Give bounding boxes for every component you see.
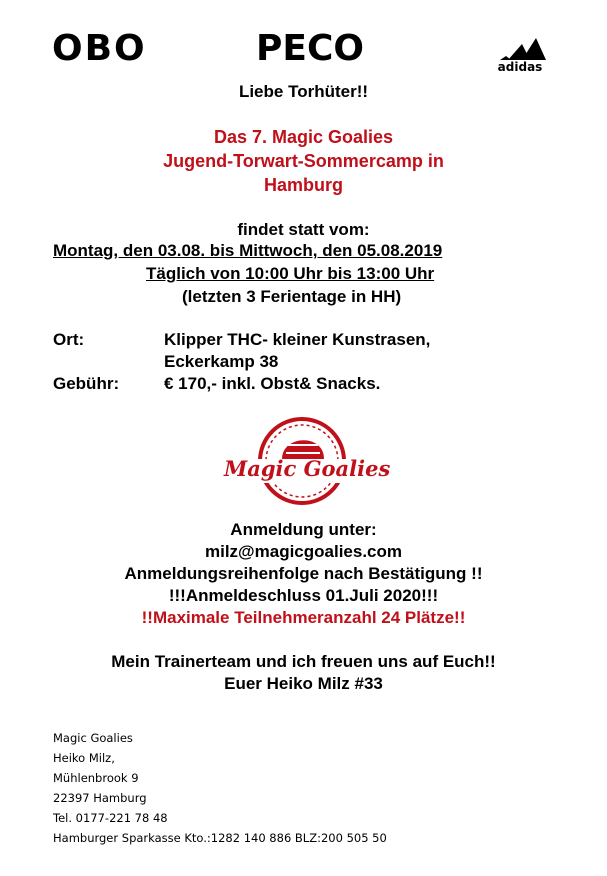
fee-label: Gebühr: [53,374,120,393]
footer-line: Tel. 0177-221 78 48 [53,811,168,825]
ort-value-line-1: Klipper THC- kleiner Kunstrasen, [164,330,431,349]
greeting: Liebe Torhüter!! [238,82,369,101]
adidas-wordmark: adidas [497,60,543,74]
registration-email[interactable]: milz@magicgoalies.com [204,542,403,561]
obo-logo: OBO [52,28,147,69]
adidas-logo [492,34,548,74]
schedule-times: Täglich von 10:00 Uhr bis 13:00 Uhr [146,264,435,283]
ort-value-line-2: Eckerkamp 38 [164,352,279,371]
schedule-dates: Montag, den 03.08. bis Mittwoch, den 05.08.2019 [53,241,443,260]
fee-value: € 170,- inkl. Obst& Snacks. [164,374,381,393]
footer-line: Mühlenbrook 9 [53,771,139,785]
magic-goalies-wordmark: Magic Goalies [224,456,391,481]
footer-line: Heiko Milz, [53,751,115,765]
magic-goalies-logo [220,415,390,510]
title-line-3: Hamburg [263,175,343,195]
schedule-intro: findet statt vom: [237,220,370,239]
title-line-1: Das 7. Magic Goalies [213,127,394,147]
closing-line-1: Mein Trainerteam und ich freuen uns auf Euch!! [111,652,496,671]
registration-max-participants: !!Maximale Teilnehmeranzahl 24 Plätze!! [141,608,466,627]
title-line-2: Jugend-Torwart-Sommercamp in [163,151,444,171]
footer-line: 22397 Hamburg [53,791,147,805]
schedule-note: (letzten 3 Ferientage in HH) [182,287,402,306]
registration-order-note: Anmeldungsreihenfolge nach Bestätigung !! [124,564,483,583]
footer-line: Hamburger Sparkasse Kto.:1282 140 886 BLZ:200 505 50 [53,831,387,845]
footer-address [53,728,387,848]
footer-line: Magic Goalies [53,731,133,745]
registration-heading: Anmeldung unter: [230,520,377,539]
adidas-stripes-icon [492,34,548,62]
closing-signature: Euer Heiko Milz #33 [224,674,383,693]
ort-label: Ort: [53,330,85,349]
peco-logo: PECO [256,28,364,69]
registration-deadline: !!!Anmeldeschluss 01.Juli 2020!!! [168,586,439,605]
